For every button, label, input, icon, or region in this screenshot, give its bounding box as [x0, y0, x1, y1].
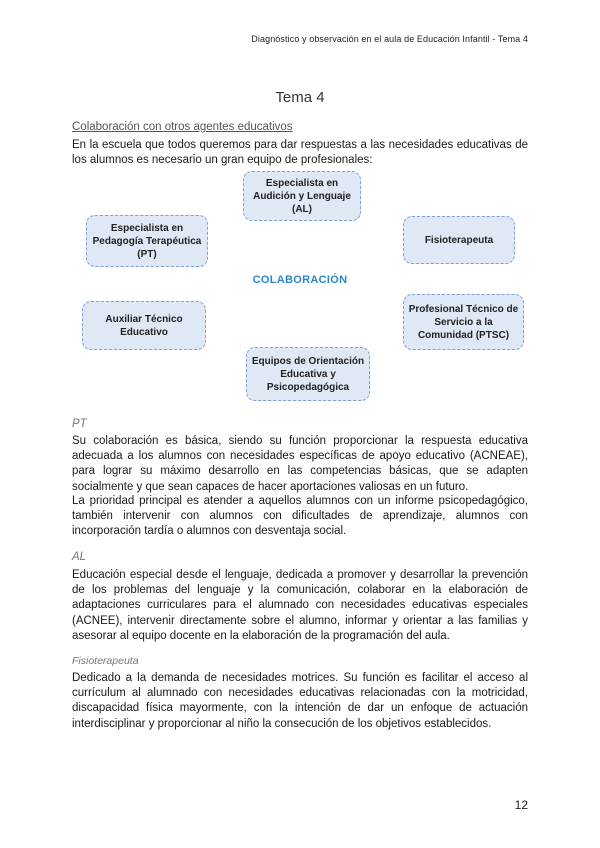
fisioterapeuta-paragraph: Dedicado a la demanda de necesidades motrices. Su función es facilitar el acceso al currículum al alumnado con necesidades educativas relacionadas con la motricidad, discapacidad física mayormente, con la intención de dar un enfoque de actuación interdisciplinar y proporcionar al niño la consecución de los objetivos establecidos.	[72, 672, 528, 730]
node-fisioterapeuta: Fisioterapeuta	[403, 216, 515, 264]
al-paragraph: Educación especial desde el lenguaje, dedicada a promover y desarrollar la prevención de los problemas del lenguaje y la comunicación, colaborar en la elaboración de adaptaciones curriculares para el alumnado con necesidades educativas especiales (ACNEE), intervenir directamente sobre el alumno, informar y orientar a las familias y asesorar al equipo docente en la elaboración de la programación del aula.	[72, 569, 528, 642]
page-number: 12	[514, 798, 528, 812]
node-al: Especialista en Audición y Lenguaje (AL)	[243, 171, 361, 221]
node-eoep: Equipos de Orientación Educativa y Psicopedagógica	[246, 347, 370, 401]
diagram-center-label: COLABORACIÓN	[252, 274, 348, 286]
section-subtitle: Colaboración con otros agentes educativos	[72, 121, 293, 133]
section-label-fisioterapeuta: Fisioterapeuta	[72, 655, 139, 667]
pt-paragraph-2: La prioridad principal es atender a aquellos alumnos con un informe psicopedagógico, también intervenir con alumnos con dificultades de aprendizaje, alumnos con incorporación tardía o alumnos con desventaja social.	[72, 495, 528, 538]
node-ptsc: Profesional Técnico de Servicio a la Comunidad (PTSC)	[403, 294, 524, 350]
section-label-al: AL	[72, 551, 87, 563]
node-pt: Especialista en Pedagogía Terapéutica (PT)	[86, 215, 208, 267]
intro-paragraph: En la escuela que todos queremos para dar respuestas a las necesidades educativas de los alumnos es necesario un gran equipo de profesionales:	[72, 139, 528, 167]
running-header: Diagnóstico y observación en el aula de Educación Infantil - Tema 4	[251, 34, 528, 44]
page-title: Tema 4	[275, 89, 325, 106]
node-auxiliar: Auxiliar Técnico Educativo	[82, 301, 206, 350]
pt-paragraph-1: Su colaboración es básica, siendo su función proporcionar la respuesta educativa adecuada a los alumnos con necesidades específicas de apoyo educativo (ACNEAE), para lograr su máximo desarrollo en las competencias básicas, que se adapten socialmente y que sean capaces de hacer aportaciones valiosas en un futuro.	[72, 435, 528, 493]
section-label-pt: PT	[72, 418, 87, 430]
